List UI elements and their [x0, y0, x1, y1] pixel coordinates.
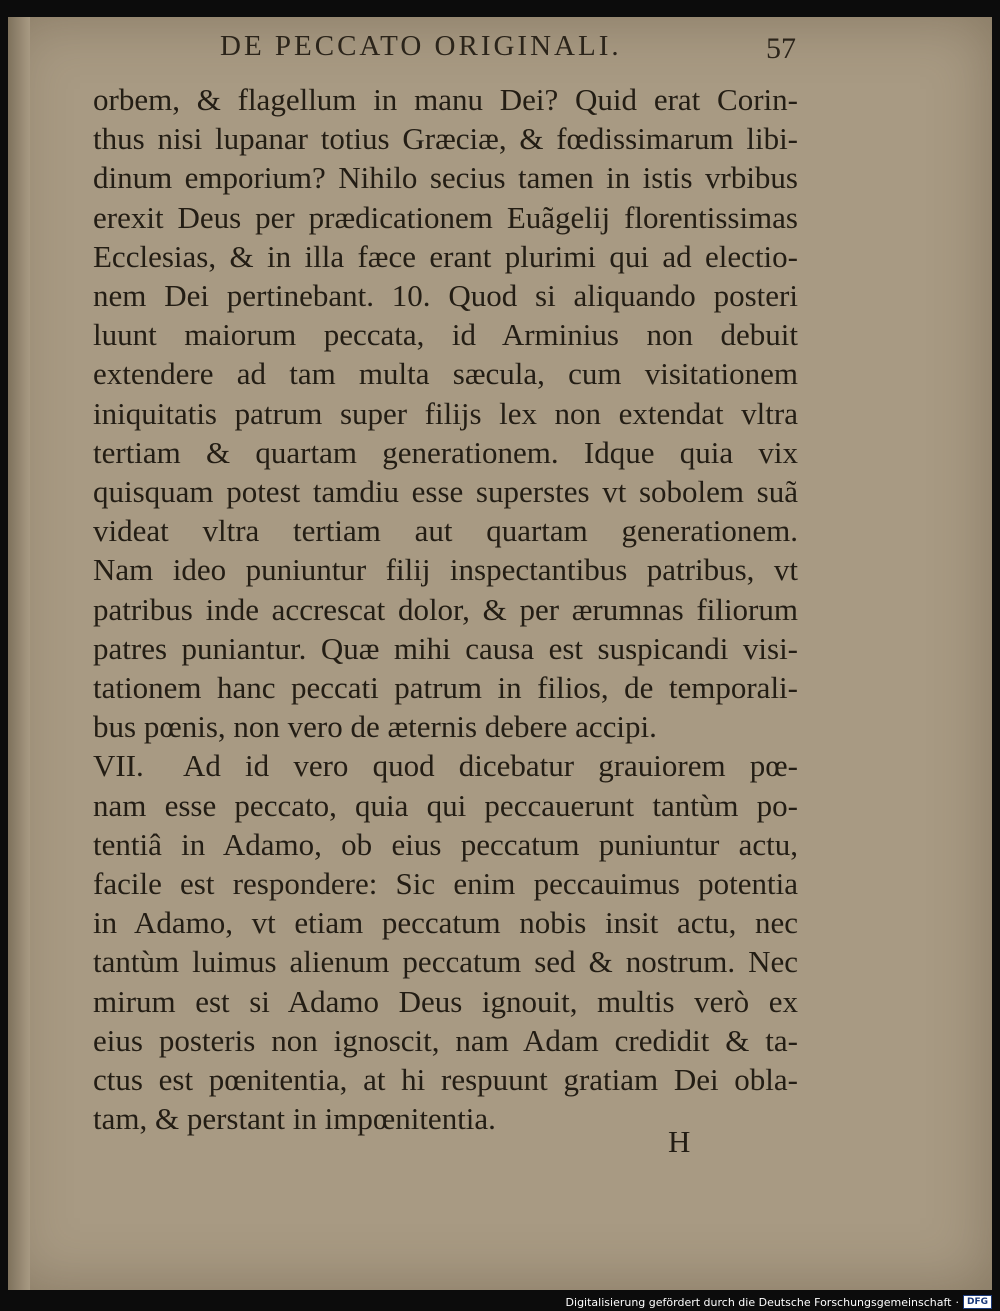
text-line: nem Dei pertinebant. 10. Quod si aliquando posteri [93, 278, 798, 314]
text-line: tationem hanc peccati patrum in filios, de temporali- [93, 670, 798, 706]
text-line: eius posteris non ignoscit, nam Adam credidit & ta- [93, 1022, 798, 1058]
text-line: patres puniantur. Quæ mihi causa est suspicandi visi- [93, 630, 798, 666]
text-line: tam, & perstant in impœnitentia. [93, 1101, 496, 1137]
text-line: orbem, & flagellum in manu Dei? Quid erat Corin- [93, 82, 798, 117]
text-line: videat vltra tertiam aut quartam generationem. [93, 513, 798, 549]
text-line: extendere ad tam multa sæcula, cum visitationem [93, 356, 798, 392]
digitization-footer [566, 1295, 992, 1309]
text-line: patribus inde accrescat dolor, & per ærumnas filiorum [93, 591, 798, 627]
text-line: Ecclesias, & in illa fæce erant plurimi qui ad electio- [93, 238, 798, 274]
main-text [93, 80, 798, 1138]
text-line: quisquam potest tamdiu esse superstes vt sobolem suã [93, 474, 798, 510]
text-line: in Adamo, vt etiam peccatum nobis insit actu, nec [93, 905, 798, 941]
page-header [220, 30, 820, 74]
dfg-logo: DFG [963, 1295, 992, 1309]
text-line: tantùm luimus alienum peccatum sed & nostrum. Nec [93, 944, 798, 980]
text-line: nam esse peccato, quia qui peccauerunt tantùm po- [93, 787, 798, 823]
page-gutter [8, 17, 30, 1290]
text-line: erexit Deus per prædicationem Euãgelij florentissimas [93, 199, 798, 235]
section-opening-text: Ad id vero quod dicebatur grauiorem pœ- [183, 748, 798, 784]
text-line: Nam ideo puniuntur filij inspectantibus patribus, vt [93, 552, 798, 588]
text-line: facile est respondere: Sic enim peccauimus potentia [93, 866, 798, 902]
page-number: 57 [766, 32, 796, 65]
text-line: dinum emporium? Nihilo secius tamen in istis vrbibus [93, 160, 798, 196]
text-line: ctus est pœnitentia, at hi respuunt gratiam Dei obla- [93, 1062, 798, 1098]
text-line: luunt maiorum peccata, id Arminius non debuit [93, 317, 798, 353]
text-line: mirum est si Adamo Deus ignouit, multis verò ex [93, 983, 798, 1019]
section-number: VII. [93, 748, 144, 784]
running-title: DE PECCATO ORIGINALI. [220, 30, 622, 62]
text-line: tentiâ in Adamo, ob eius peccatum puniuntur actu, [93, 826, 798, 862]
text-line: iniquitatis patrum super filijs lex non extendat vltra [93, 395, 798, 431]
separator: · [955, 1295, 959, 1309]
funding-note: Digitalisierung gefördert durch die Deutsche Forschungsgemeinschaft [565, 1295, 952, 1309]
section-first-line [93, 746, 798, 785]
text-line: tertiam & quartam generationem. Idque quia vix [93, 434, 798, 470]
text-line: bus pœnis, non vero de æternis debere accipi. [93, 709, 657, 745]
catchword: H [668, 1124, 691, 1159]
text-line: thus nisi lupanar totius Græciæ, & fœdissimarum libi- [93, 121, 798, 157]
